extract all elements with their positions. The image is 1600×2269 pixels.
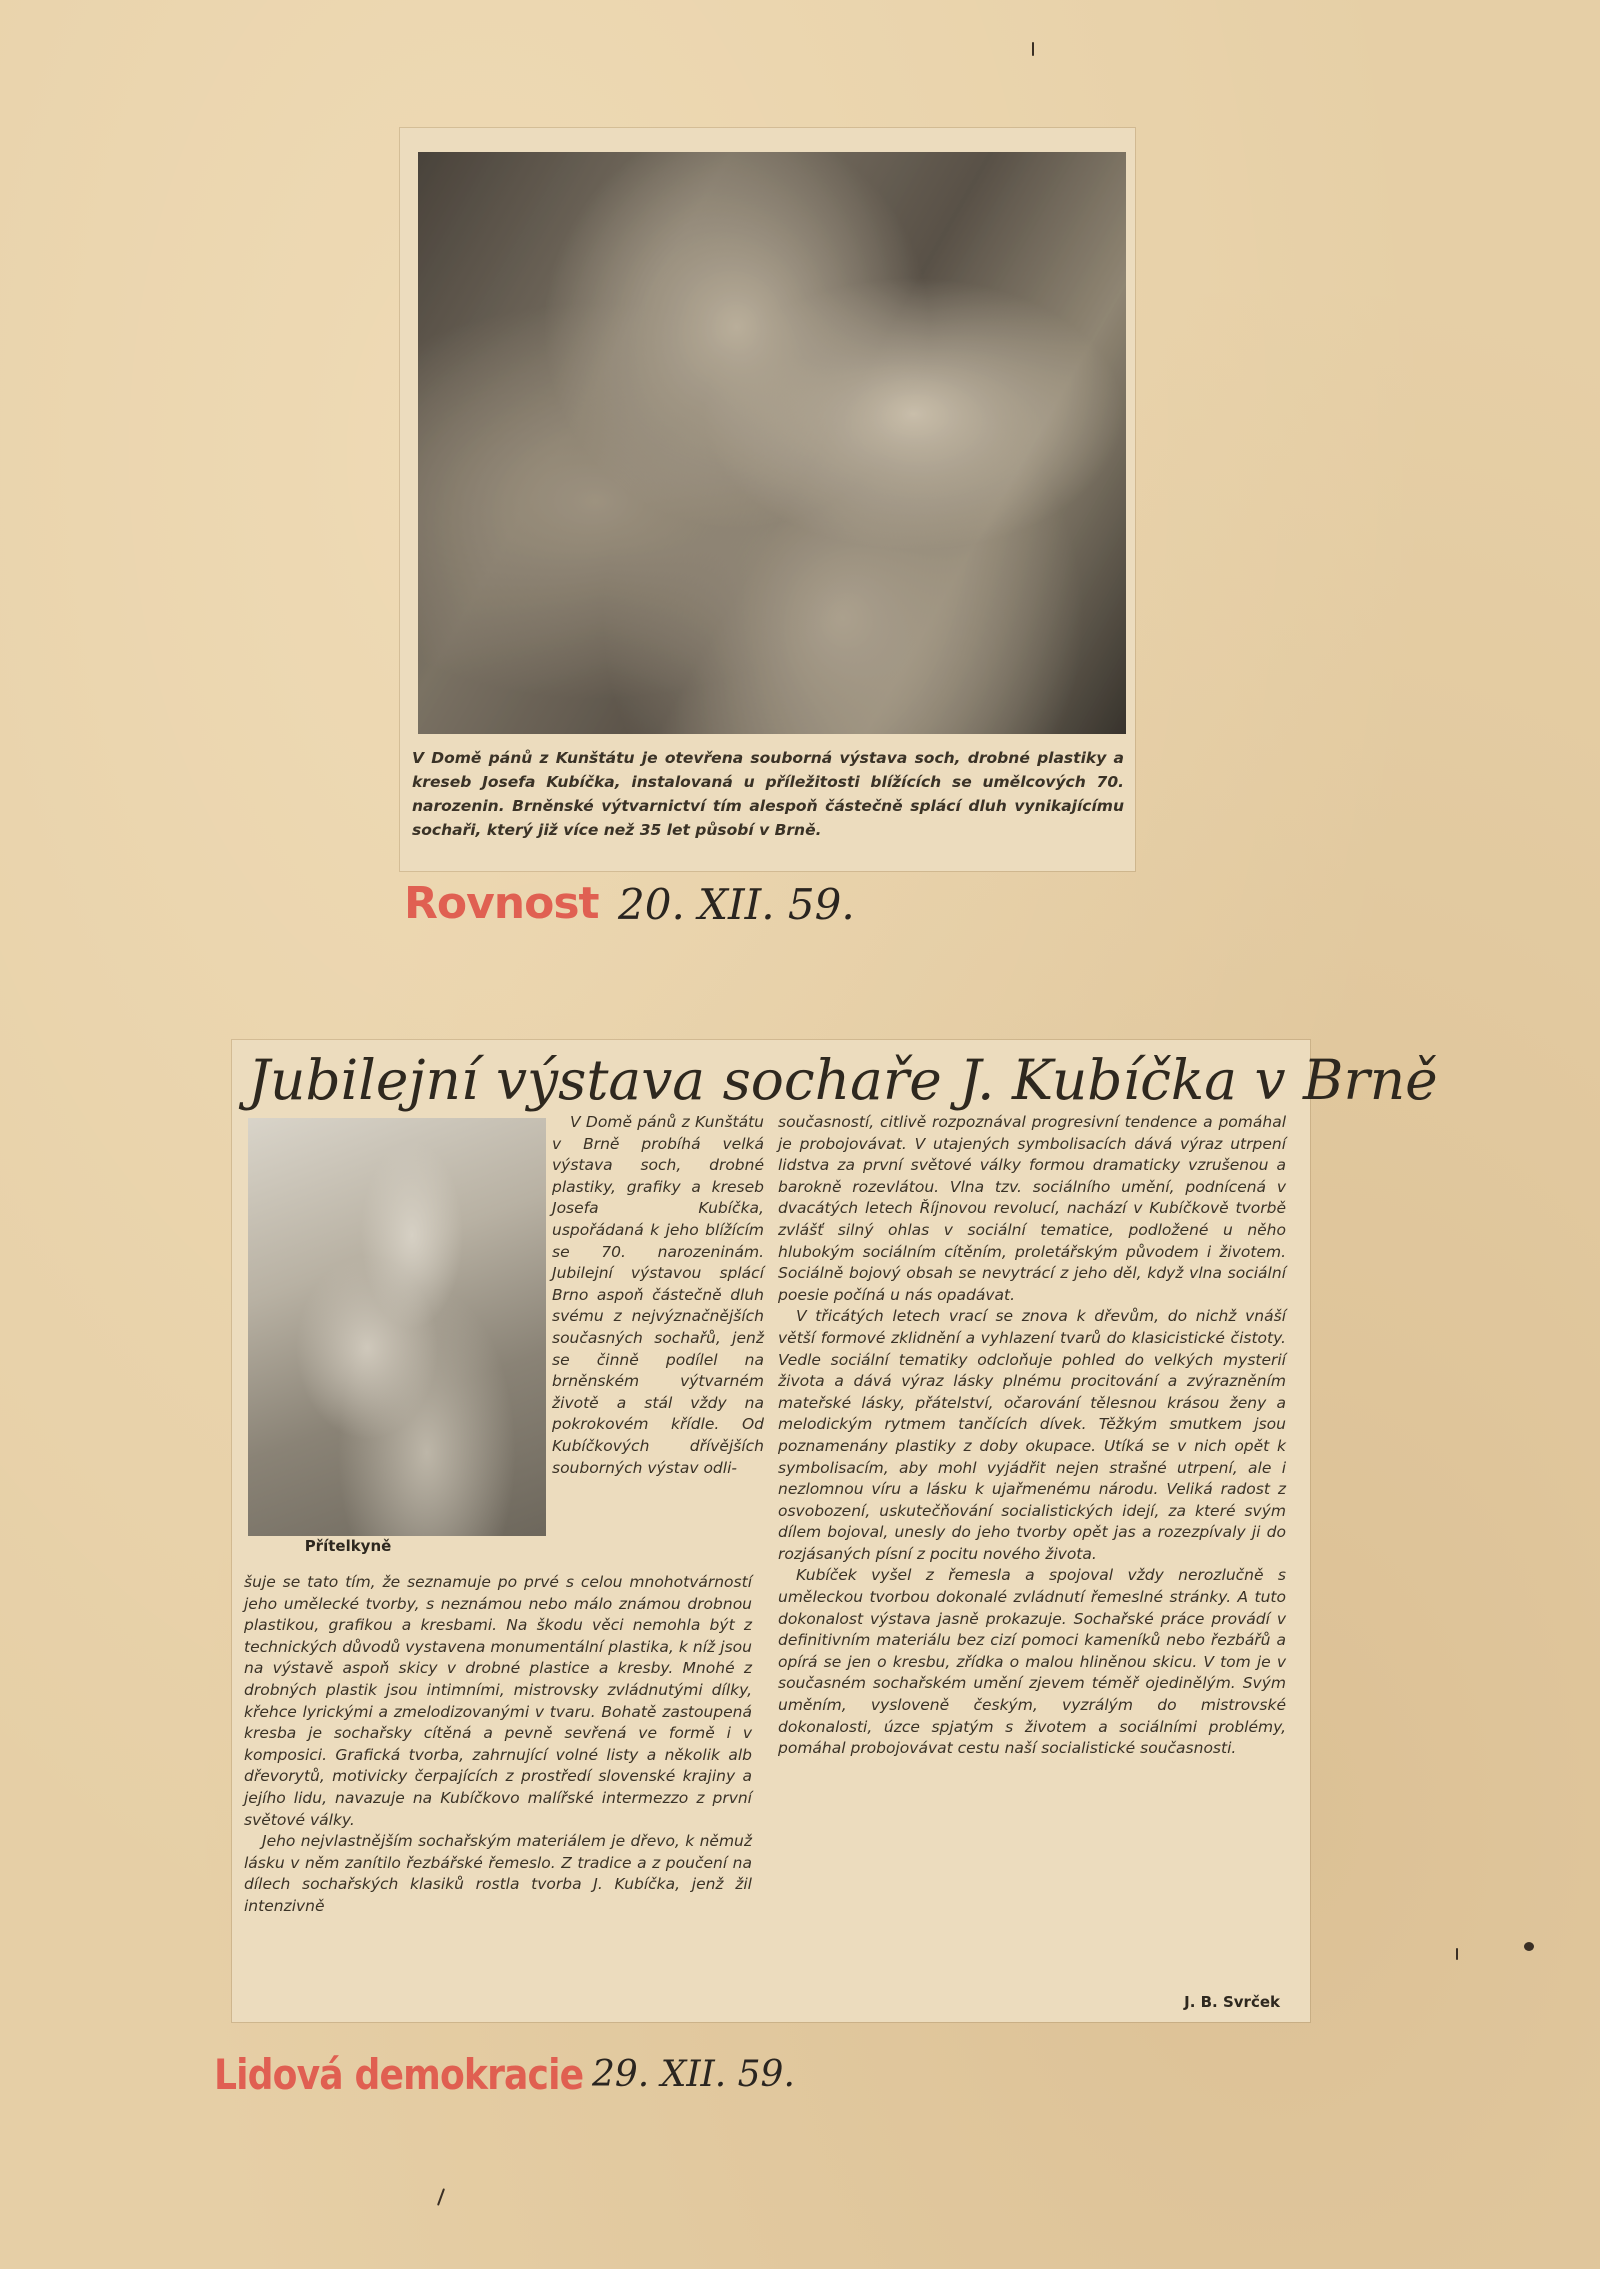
sculpture-photo-caption: Přítelkyně (304, 1537, 392, 1555)
sculpture-photo-pritelkyne (248, 1118, 546, 1536)
article-column-a (552, 1112, 764, 1479)
photo-caption: V Domě pánů z Kunštátu je otevřena souborná výstava soch, drobné plastiky a kreseb Josefa Kubíčka, instalovaná u příležitosti blížících se umělcových 70. narozenin. Brněnské výtvarnictví tím alespoň částečně splácí dluh vynikajícímu sochaři, který již více než 35 let působí v Brně. (412, 749, 1124, 839)
paper-speck (1032, 42, 1034, 56)
article-author: J. B. Svrček (1184, 1993, 1280, 2011)
article-headline: Jubilejní výstava sochaře J. Kubíčka v Brně (248, 1048, 1438, 1112)
paragraph: V třicátých letech vrací se znova k dřevům, do nichž vnáší větší formové zklidnění a vyhlazení tvarů do klasicistické čistoty. Vedle sociální tematiky odcloňuje pohled do velkých mysterií života a dává výraz lásky plnému procitování a zvýrazněním mateřské lásky, přátelství, očarování tělesnou krásou ženy a melodickým rytmem tančících dívek. Těžkým smutkem jsou poznamenány plastiky z doby okupace. Utíká se v nich opět k symbolisacím, aby mohl vyjádřit nejen strašné utrpení, ale i nezlomnou víru a lásku k ujařmenému národu. Veliká radost z osvobození, uskutečňování socialistických idejí, za které svým dílem bojoval, unesly do jeho tvorby opět jas a rozezpívaly ji do rozjásaných písní z pocitu nového života. (778, 1307, 1286, 1563)
paragraph: Jeho nejvlastnějším sochařským materiálem je dřevo, k němuž lásku v něm zanítilo řezbářské řemeslo. Z tradice a z poučení na dílech sochařských klasiků rostla tvorba J. Kubíčka, jenž žil intenzivně (244, 1832, 752, 1915)
newspaper-stamp-rovnost: Rovnost (404, 878, 599, 929)
paragraph: šuje se tato tím, že seznamuje po prvé s celou mnohotvárností jeho umělecké tvorby, s neznámou nebo málo známou drobnou plastikou, grafikou a kresbami. Na škodu věci nemohla být z technických důvodů vystavena monumentální plastika, k níž jsou na výstavě aspoň skicy v drobné plastice a kresby. Mnohé z drobných plastik jsou intimními, mistrovsky zvládnutými dílky, křehce lyrickými a zmelodizovanými v tvaru. Bohatě zastoupená kresba je sochařsky cítěná a pevně sevřená ve formě i v komposici. Grafická tvorba, zahrnující volné listy a několik alb dřevorytů, motivicky čerpajících z prostředí slovenské krajiny a jejího lidu, navazuje na Kubíčkovo malířské intermezzo z první světové války. (244, 1573, 752, 1829)
paragraph: V Domě pánů z Kunštátu v Brně probíhá velká výstava soch, drobné plastiky, grafiky a kreseb Josefa Kubíčka, uspořádaná k jeho blížícím se 70. narozeninám. Jubilejní výstavou splácí Brno aspoň částečně dluh svému z nejvýznačnějších současných sochařů, jenž se činně podílel na brněnském výtvarném životě a stál vždy na pokrokovém křídle. Od Kubíčkových dřívějších souborných výstav odli- (552, 1113, 764, 1477)
paper-speck (1524, 1942, 1534, 1951)
relief-sculpture-photo (418, 152, 1126, 734)
article-column-c (778, 1112, 1286, 1760)
paragraph: Kubíček vyšel z řemesla a spojoval vždy nerozlučně s uměleckou tvorbou dokonalé zvládnutí řemeslné stránky. A tuto dokonalost výstava jasně prokazuje. Sochařské práce provádí v definitivním materiálu bez cizí pomoci kameníků nebo řezbářů a opírá se jen o kresbu, zřídka o malou hliněnou skicu. V tom je v současném sochařském umění zjevem téměř ojedinělým. Svým uměním, vysloveně českým, vyzrálým do mistrovské dokonalosti, úzce spjatým s životem a sociálními problémy, pomáhal probojovávat cestu naší socialistické současnosti. (778, 1566, 1286, 1758)
handwritten-date: 20. XII. 59. (618, 880, 855, 929)
paper-speck (1456, 1948, 1458, 1960)
paragraph: současností, citlivě rozpoznával progresivní tendence a pomáhal je probojovávat. V utajených symbolisacích dává výraz utrpení lidstva za první světové války formou dramaticky vzrušenou a barokně rozevlátou. Vlna tzv. sociálního umění, podnícená v dvacátých letech Říjnovou revolucí, nachází v Kubíčkově tvorbě zvlášť silný ohlas v sociální tematice, podložené u něho hlubokým sociálním cítěním, proletářským původem i životem. Sociálně bojový obsah se nevytrácí z jeho děl, když vlna sociální poesie počíná u nás opadávat. (778, 1113, 1286, 1304)
article-column-b (244, 1572, 752, 1918)
handwritten-date: 29. XII. 59. (592, 2054, 795, 2095)
newspaper-stamp-lidova-demokracie: Lidová demokracie (214, 2050, 584, 2099)
